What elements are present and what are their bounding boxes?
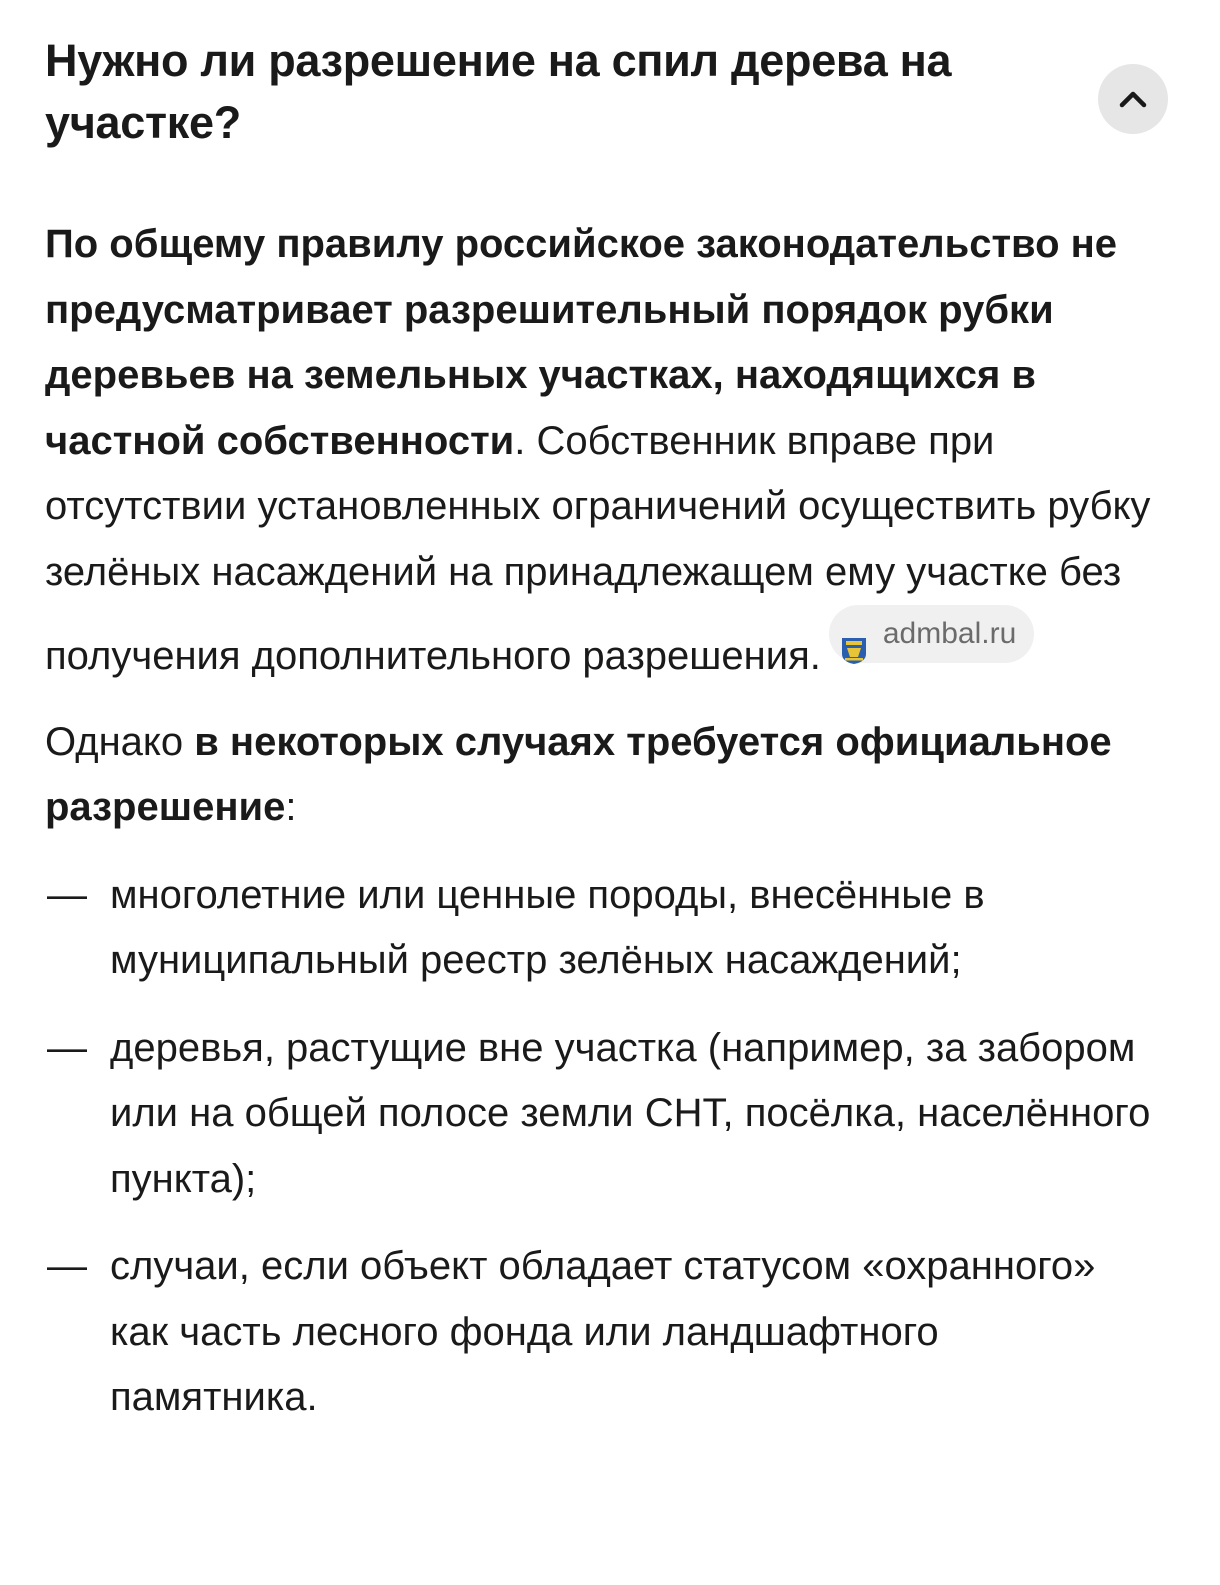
list-marker: — — [47, 1025, 87, 1070]
question-header — [45, 30, 1105, 154]
list-item — [45, 863, 1155, 994]
answer-second-pre: Однако — [45, 719, 195, 764]
list-item-text: случаи, если объект обладает статусом «охранного» как часть лесного фонда или ландшафтного памятника. — [110, 1244, 1096, 1419]
answer-second-bold: в некоторых случаях требуется официальное разрешение — [45, 719, 1112, 829]
chevron-up-icon — [1118, 89, 1148, 109]
list-marker: — — [47, 1244, 87, 1288]
source-label: admbal.ru — [882, 617, 1017, 650]
source-link-admbal[interactable] — [829, 605, 1034, 663]
list-marker: — — [47, 872, 87, 917]
list-item-text: деревья, растущие вне участка (например, за забором или на общей полосе земли СНТ, посёлка, населённого пункта); — [110, 1025, 1151, 1201]
list-item — [45, 1234, 1155, 1431]
exceptions-list — [45, 863, 1155, 1431]
list-item — [45, 1016, 1155, 1213]
answer-intro-rest: . Собственник вправе при отсутствии установленных ограничений осуществить рубку зелёных насаждений на принадлежащем ему участке без получения дополнительного разрешения. — [45, 418, 1151, 678]
answer-body — [45, 212, 1155, 1453]
collapse-button[interactable] — [1098, 64, 1168, 134]
answer-second-post: : — [285, 785, 297, 829]
list-item-text: многолетние или ценные породы, внесённые в муниципальный реестр зелёных насаждений; — [110, 872, 985, 982]
answer-intro-bold: По общему правилу российское законодательство не предусматривает разрешительный порядок рубки деревьев на земельных участках, находящихся в частной собственности — [45, 222, 1118, 463]
city-coat-of-arms-icon — [841, 620, 867, 648]
answer-paragraph-2 — [45, 710, 1155, 841]
question-title: Нужно ли разрешение на спил дерева на участке? — [45, 35, 952, 148]
answer-paragraph-1 — [45, 212, 1155, 690]
